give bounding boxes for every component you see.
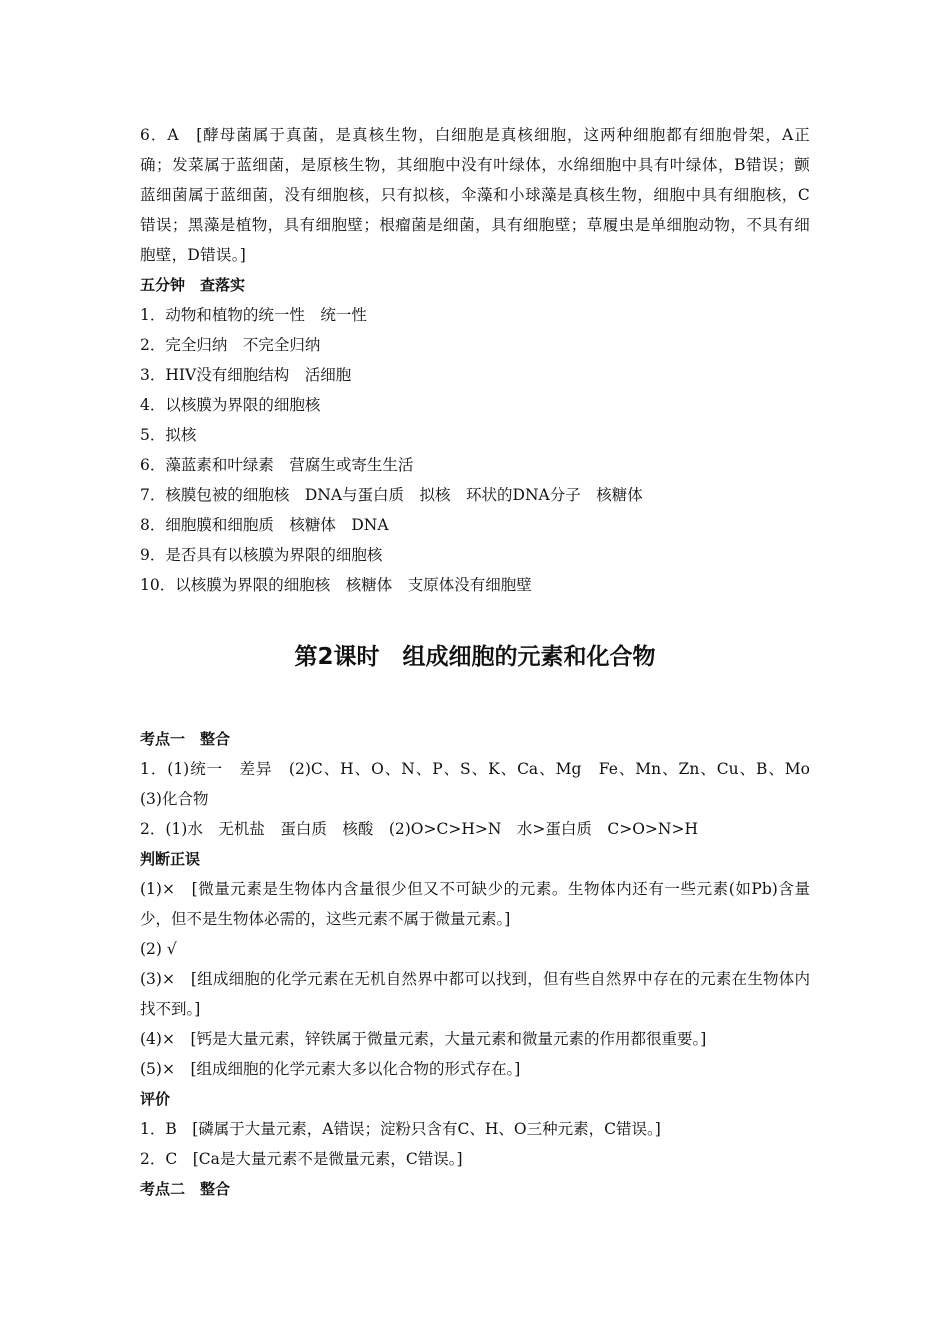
review-item: 8．细胞膜和细胞质 核糖体 DNA bbox=[140, 516, 389, 534]
review-item: 3．HIV没有细胞结构 活细胞 bbox=[140, 366, 352, 384]
section-heading-topic-1: 考点一 整合 bbox=[140, 730, 231, 748]
judge-item: (2) √ bbox=[140, 940, 177, 958]
review-item: 6．藻蓝素和叶绿素 营腐生或寄生生活 bbox=[140, 456, 414, 474]
review-item: 5．拟核 bbox=[140, 426, 197, 444]
review-item: 4．以核膜为界限的细胞核 bbox=[140, 396, 321, 414]
review-item: 10．以核膜为界限的细胞核 核糖体 支原体没有细胞壁 bbox=[140, 576, 532, 594]
answer-6-explanation: 6．A [酵母菌属于真菌，是真核生物，白细胞是真核细胞，这两种细胞都有细胞骨架，A正确；发菜属于蓝细菌，是原核生物，其细胞中没有叶绿体，水绵细胞中具有叶绿体，B错误；颤蓝细菌属于蓝细菌，没有细胞核，只有拟核，伞藻和小球藻是真核生物，细胞中具有细胞核，C错误；黑藻是植物，具有细胞壁；根瘤菌是细菌，具有细胞壁；草履虫是单细胞动物，不具有细胞壁，D错误。] bbox=[140, 126, 810, 264]
evaluation-item: 2．C [Ca是大量元素不是微量元素，C错误。] bbox=[140, 1150, 463, 1168]
page-content bbox=[140, 120, 826, 1204]
answer-line: 2．(1)水 无机盐 蛋白质 核酸 (2)O>C>H>N 水>蛋白质 C>O>N>H bbox=[140, 820, 698, 838]
review-item: 2．完全归纳 不完全归纳 bbox=[140, 336, 321, 354]
section-heading-five-minute-review: 五分钟 查落实 bbox=[140, 276, 246, 294]
judge-item: (4)× [钙是大量元素，锌铁属于微量元素，大量元素和微量元素的作用都很重要。] bbox=[140, 1030, 707, 1048]
review-item: 9．是否具有以核膜为界限的细胞核 bbox=[140, 546, 383, 564]
judge-item: (5)× [组成细胞的化学元素大多以化合物的形式存在。] bbox=[140, 1060, 521, 1078]
review-item: 7．核膜包被的细胞核 DNA与蛋白质 拟核 环状的DNA分子 核糖体 bbox=[140, 486, 643, 504]
lesson-title: 第2课时 组成细胞的元素和化合物 bbox=[294, 644, 656, 670]
evaluation-item: 1．B [磷属于大量元素，A错误；淀粉只含有C、H、O三种元素，C错误。] bbox=[140, 1120, 661, 1138]
answer-line: 1．(1)统一 差异 (2)C、H、O、N、P、S、K、Ca、Mg Fe、Mn、Zn、Cu、B、Mo (3)化合物 bbox=[140, 760, 826, 808]
section-heading-topic-2: 考点二 整合 bbox=[140, 1180, 231, 1198]
review-item: 1．动物和植物的统一性 统一性 bbox=[140, 306, 367, 324]
section-heading-evaluation: 评价 bbox=[140, 1090, 171, 1108]
judge-item: (3)× [组成细胞的化学元素在无机自然界中都可以找到，但有些自然界中存在的元素在生物体内找不到。] bbox=[140, 970, 810, 1018]
judge-item: (1)× [微量元素是生物体内含量很少但又不可缺少的元素。生物体内还有一些元素(如Pb)含量少，但不是生物体必需的，这些元素不属于微量元素。] bbox=[140, 880, 810, 928]
section-heading-true-false: 判断正误 bbox=[140, 850, 201, 868]
